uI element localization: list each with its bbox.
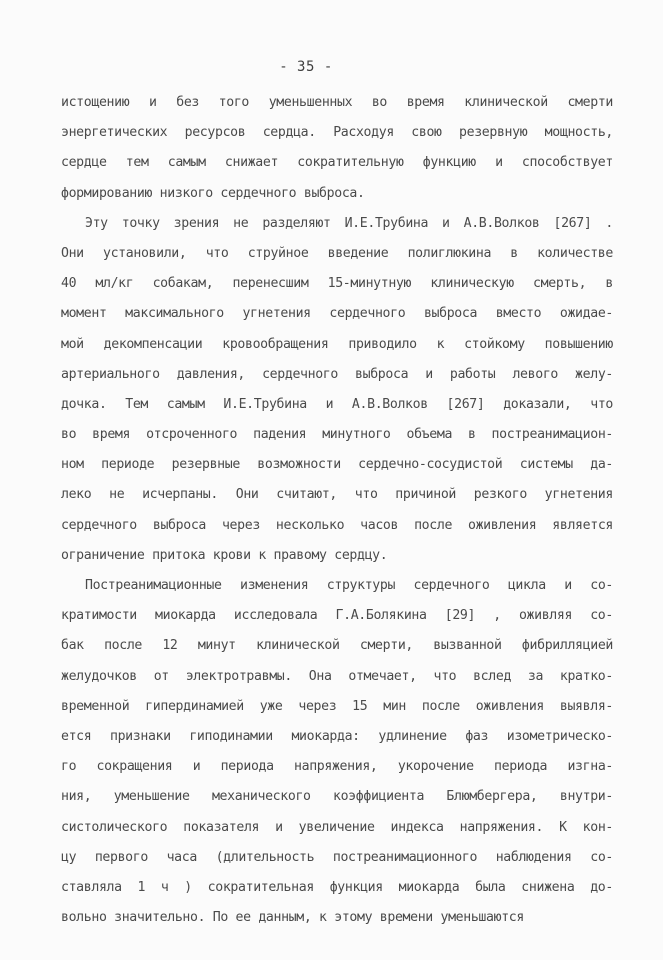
text-line: ограничение притока крови к правому сердцу.	[61, 547, 388, 563]
text-line: го сокращения и периода напряжения, укорочение периода изгна-	[61, 759, 613, 775]
text-line: ния, уменьшение механического коэффициента Блюмбергера, внутри-	[61, 789, 613, 805]
text-line: момент максимального угнетения сердечного выброса вместо ожидае-	[61, 306, 613, 322]
text-line: бак после 12 минут клинической смерти, вызванной фибрилляцией	[61, 638, 613, 654]
text-line: желудочков от электротравмы. Она отмечает, что вслед за кратко-	[61, 668, 613, 684]
text-line: 40 мл/кг собакам, перенесшим 15-минутную клиническую смерть, в	[61, 276, 613, 292]
text-line: кратимости миокарда исследовала Г.А.Болякина [29] , оживляя со-	[61, 608, 613, 624]
paragraph	[61, 209, 613, 571]
page-number: - 35 -	[279, 59, 333, 75]
text-line: ставляла 1 ч ) сократительная функция миокарда была снижена до-	[61, 879, 613, 895]
text-line: цу первого часа (длительность постреанимационного наблюдения со-	[61, 849, 613, 865]
text-line: во время отсроченного падения минутного объема в постреанимацион-	[61, 427, 613, 443]
text-line: мой декомпенсации кровообращения приводило к стойкому повышению	[61, 336, 613, 352]
text-line: ном периоде резервные возможности сердечно-сосудистой системы да-	[61, 457, 613, 473]
text-line: вольно значительно. По ее данным, к этому времени уменьшаются	[61, 910, 524, 926]
text-line: формированию низкого сердечного выброса.	[61, 185, 365, 201]
text-line: временной гипердинамией уже через 15 мин после оживления выявля-	[61, 698, 613, 714]
text-line: Они установили, что струйное введение полиглюкина в количестве	[61, 245, 613, 261]
body-text	[61, 88, 613, 933]
text-line: леко не исчерпаны. Они считают, что причиной резкого угнетения	[61, 487, 613, 503]
text-line: сердечного выброса через несколько часов после оживления является	[61, 517, 613, 533]
text-line: истощению и без того уменьшенных во время клинической смерти	[61, 95, 613, 110]
text-line: энергетических ресурсов сердца. Расходуя свою резервную мощность,	[61, 125, 613, 141]
paragraph	[61, 88, 613, 209]
text-line: дочка. Тем самым И.Е.Трубина и А.В.Волков [267] доказали, что	[61, 396, 613, 412]
text-line: ется признаки гиподинамии миокарда: удлинение фаз изометрическо-	[61, 728, 613, 744]
text-line: систолического показателя и увеличение индекса напряжения. К кон-	[61, 819, 613, 835]
text-line: сердце тем самым снижает сократительную функцию и способствует	[61, 155, 613, 171]
text-line: Эту точку зрения не разделяют И.Е.Трубина и А.В.Волков [267] .	[85, 215, 613, 231]
paragraph	[61, 571, 613, 933]
text-line: Постреанимационные изменения структуры сердечного цикла и со-	[85, 578, 613, 593]
text-line: артериального давления, сердечного выброса и работы левого желу-	[61, 366, 613, 382]
